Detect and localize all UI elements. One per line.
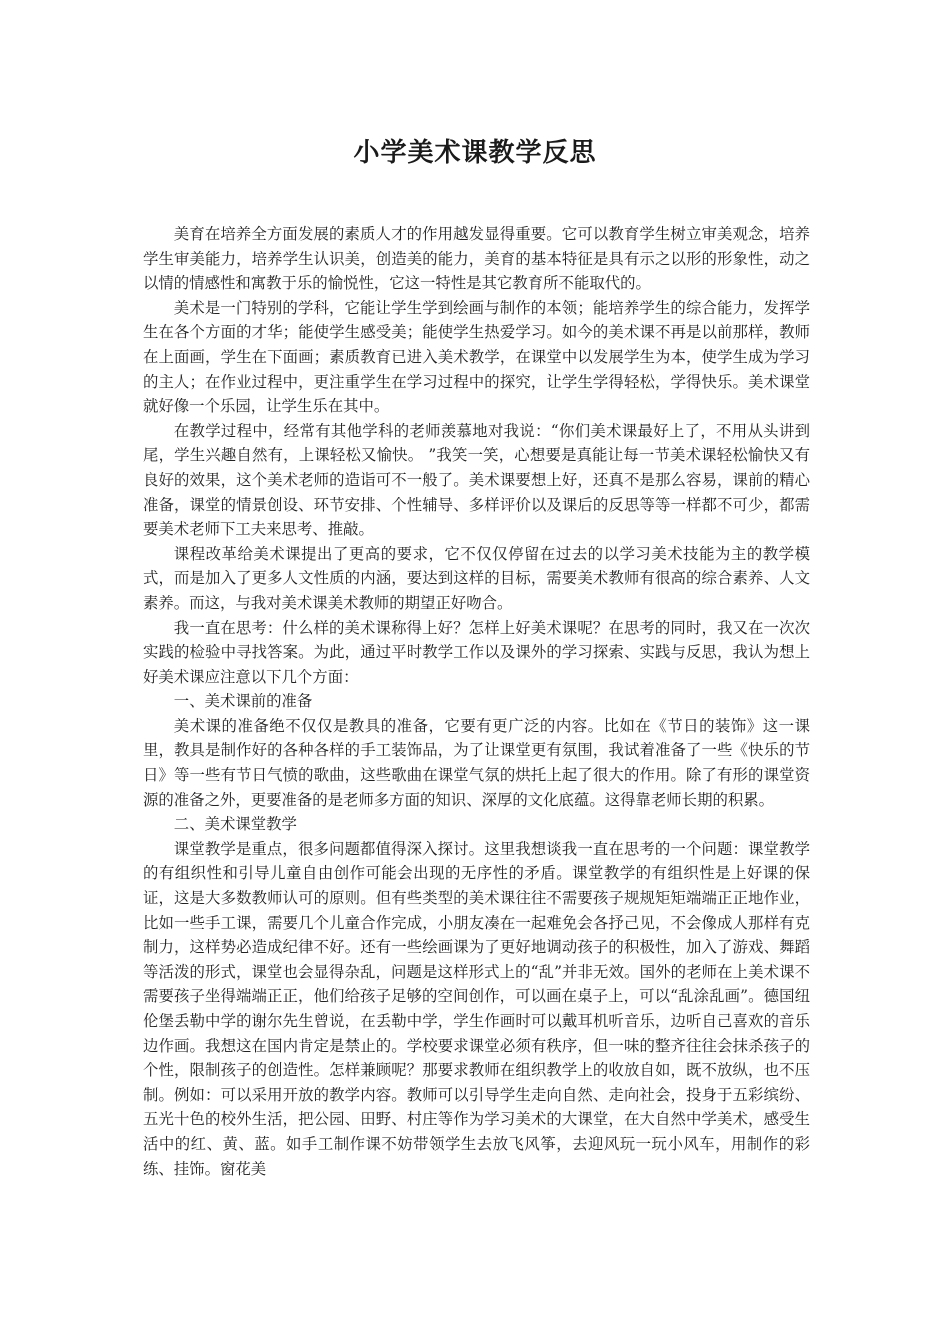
paragraph-teaching-process: 在教学过程中，经常有其他学科的老师羡慕地对我说：“你们美术课最好上了，不用从头讲到尾，学生兴趣自然有，上课轻松又愉快。 ”我笑一笑，心想要是真能让每一节美术课轻松愉快又有良好的效果，这个美术老师的造诣可不一般了。美术课要想上好，还真不是那么容易，课前的精心准备，课堂的情景创设、环节安排、个性辅导、多样评价以及课后的反思等等一样都不可少，都需要美术老师下工夫来思考、推敲。 [143, 421, 810, 539]
document-title: 小学美术课教学反思 [353, 138, 597, 168]
paragraph-preparation: 美术课的准备绝不仅仅是教具的准备，它要有更广泛的内容。比如在《节日的装饰》这一课里，教具是制作好的各种各样的手工装饰品，为了让课堂更有氛围，我试着准备了一些《快乐的节日》等一些有节日气愤的歌曲，这些歌曲在课堂气氛的烘托上起了很大的作用。除了有形的课堂资源的准备之外，更要准备的是老师多方面的知识、深厚的文化底蕴。这得靠老师长期的积累。 [143, 716, 810, 809]
section-heading-classroom: 二、美术课堂教学 [173, 815, 297, 834]
paragraph-art-subject: 美术是一门特别的学科，它能让学生学到绘画与制作的本领；能培养学生的综合能力，发挥学生在各个方面的才华；能使学生感受美；能使学生热爱学习。如今的美术课不再是以前那样，教师在上面画，学生在下面画；素质教育已进入美术教学，在课堂中以发展学生为本，使学生成为学习的主人；在作业过程中，更注重学生在学习过程中的探究，让学生学得轻松，学得快乐。美术课堂就好像一个乐园，让学生乐在其中。 [143, 298, 810, 416]
paragraph-curriculum-reform: 课程改革给美术课提出了更高的要求，它不仅仅停留在过去的以学习美术技能为主的教学模式，而是加入了更多人文性质的内涵，要达到这样的目标，需要美术教师有很高的综合素养、人文素养。而这，与我对美术课美术教师的期望正好吻合。 [143, 544, 810, 612]
paragraph-reflection: 我一直在思考：什么样的美术课称得上好？怎样上好美术课呢？在思考的同时，我又在一次次实践的检验中寻找答案。为此，通过平时教学工作以及课外的学习探索、实践与反思，我认为想上好美术课应注意以下几个方面： [143, 618, 810, 686]
document-body [143, 222, 810, 1181]
paragraph-classroom: 课堂教学是重点，很多问题都值得深入探讨。这里我想谈我一直在思考的一个问题：课堂教学的有组织性和引导儿童自由创作可能会出现的无序性的矛盾。课堂教学的有组织性是上好课的保证，这是大多数教师认可的原则。但有些类型的美术课往往不需要孩子规规矩矩端端正正地作业，比如一些手工课，需要几个儿童合作完成，小朋友凑在一起难免会各抒己见，不会像成人那样有克制力，这样势必造成纪律不好。还有一些绘画课为了更好地调动孩子的积极性，加入了游戏、舞蹈等活泼的形式，课堂也会显得杂乱，问题是这样形式上的“乱”并非无效。国外的老师在上美术课不需要孩子坐得端端正正，他们给孩子足够的空间创作，可以画在桌子上，可以“乱涂乱画”。德国纽伦堡丢勒中学的谢尔先生曾说，在丢勒中学，学生作画时可以戴耳机听音乐，边听自己喜欢的音乐边作画。我想这在国内肯定是禁止的。学校要求课堂必须有秩序，但一味的整齐往往会抹杀孩子的个性，限制孩子的创造性。怎样兼顾呢？那要求教师在组织教学上的收放自如，既不放纵，也不压制。例如：可以采用开放的教学内容。教师可以引导学生走向自然、走向社会，投身于五彩缤纷、五光十色的校外生活，把公园、田野、村庄等作为学习美术的大课堂，在大自然中学美术，感受生活中的红、黄、蓝。如手工制作课不妨带领学生去放飞风筝，去迎风玩一玩小风车，用制作的彩练、挂饰。窗花美 [143, 839, 810, 1178]
section-heading-preparation: 一、美术课前的准备 [173, 692, 313, 711]
paragraph-aesthetic-education: 美育在培养全方面发展的素质人才的作用越发显得重要。它可以教育学生树立审美观念，培养学生审美能力，培养学生认识美，创造美的能力，美育的基本特征是具有示之以形的形象性，动之以情的情感性和寓教于乐的愉悦性，它这一特性是其它教育所不能取代的。 [143, 225, 810, 293]
